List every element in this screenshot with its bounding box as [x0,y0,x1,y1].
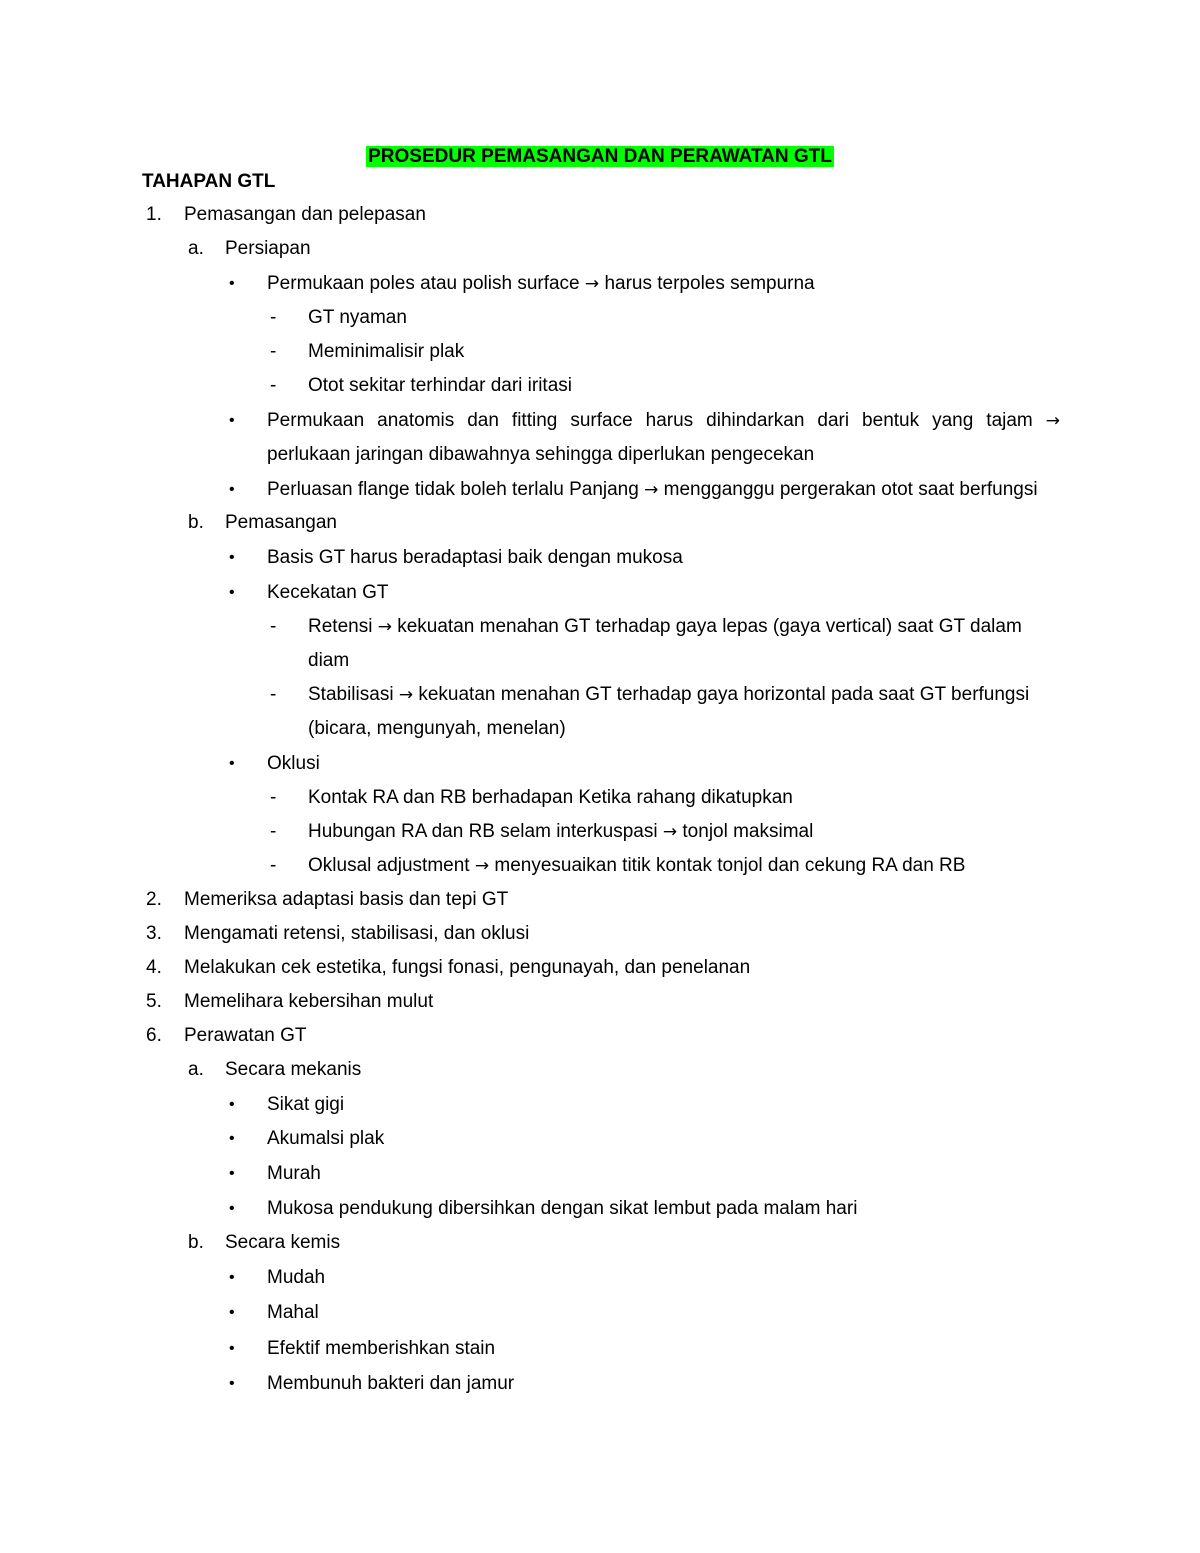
dash-marker: - [270,307,277,328]
bullet-marker: • [229,1269,235,1286]
dash-marker: - [270,855,277,876]
bullet-marker: • [229,1375,235,1392]
section-heading: TAHAPAN GTL [142,171,276,192]
list-item-text: Memelihara kebersihan mulut [184,991,434,1012]
arrow-icon: → [1045,411,1060,431]
list-item-text: Mudah [267,1267,326,1288]
bullet-marker: • [229,481,235,498]
list-item-text: Secara mekanis [225,1059,362,1080]
list-number: a. [188,1059,204,1080]
list-number: 5. [146,991,162,1012]
list-item-text: Mengamati retensi, stabilisasi, dan oklusi [184,923,530,944]
arrow-icon: → [377,617,392,637]
list-item-text: Permukaan poles atau polish surface → harus terpoles sempurna [267,273,815,294]
dash-marker: - [270,787,277,808]
list-item-text: Murah [267,1163,321,1184]
list-item-text: diam [308,650,350,671]
bullet-marker: • [229,1165,235,1182]
list-item-text: Pemasangan [225,512,337,533]
list-item-text: Oklusal adjustment → menyesuaikan titik kontak tonjol dan cekung RA dan RB [308,855,966,876]
dash-marker: - [270,684,277,705]
list-number: b. [188,512,204,533]
arrow-icon: → [398,685,414,705]
title-highlight: PROSEDUR PEMASANGAN DAN PERAWATAN GTL [368,146,832,167]
list-item-text: Sikat gigi [267,1094,345,1115]
bullet-marker: • [229,584,235,601]
list-item-text: Akumalsi plak [267,1128,385,1149]
list-item-text: Kontak RA dan RB berhadapan Ketika rahang dikatupkan [308,787,793,808]
bullet-marker: • [229,1200,235,1217]
bullet-marker: • [229,1096,235,1113]
bullet-marker: • [229,1130,235,1147]
list-number: 3. [146,923,162,944]
arrow-icon: → [662,822,678,842]
list-item-text: Membunuh bakteri dan jamur [267,1373,515,1394]
list-item-text: Secara kemis [225,1232,341,1253]
list-number: b. [188,1232,204,1253]
bullet-marker: • [229,1304,235,1321]
list-item-text: Mukosa pendukung dibersihkan dengan sikat lembut pada malam hari [267,1198,858,1219]
list-item-text: Perawatan GT [184,1025,307,1046]
list-item-text: GT nyaman [308,307,407,328]
list-item-text: Retensi → kekuatan menahan GT terhadap gaya lepas (gaya vertical) saat GT dalam [308,616,1022,637]
list-item-text: Permukaan anatomis dan fitting surface harus dihindarkan dari bentuk yang tajam → [267,410,1060,431]
list-item-text: Kecekatan GT [267,582,389,603]
list-number: 2. [146,889,162,910]
list-number: 1. [146,204,162,225]
list-item-text: Otot sekitar terhindar dari iritasi [308,375,572,396]
document-title [0,145,1200,169]
arrow-icon: → [584,274,600,294]
list-item-text: Stabilisasi → kekuatan menahan GT terhadap gaya horizontal pada saat GT berfungsi [308,684,1030,705]
list-number: a. [188,238,204,259]
list-item-text: Melakukan cek estetika, fungsi fonasi, pengunayah, dan penelanan [184,957,751,978]
list-item-text: perlukaan jaringan dibawahnya sehingga diperlukan pengecekan [267,444,815,465]
bullet-marker: • [229,412,235,429]
dash-marker: - [270,616,277,637]
bullet-marker: • [229,275,235,292]
list-number: 4. [146,957,162,978]
list-item-text: Basis GT harus beradaptasi baik dengan mukosa [267,547,683,568]
dash-marker: - [270,375,277,396]
bullet-marker: • [229,1340,235,1357]
list-item-text: (bicara, mengunyah, menelan) [308,718,566,739]
list-item-text: Mahal [267,1302,319,1323]
bullet-marker: • [229,755,235,772]
list-item-text: Perluasan flange tidak boleh terlalu Panjang → mengganggu pergerakan otot saat berfungsi [267,479,1038,500]
arrow-icon: → [644,480,659,500]
dash-marker: - [270,341,277,362]
bullet-marker: • [229,549,235,566]
list-item-text: Meminimalisir plak [308,341,465,362]
list-item-text: Pemasangan dan pelepasan [184,204,426,225]
list-item-text: Efektif memberishkan stain [267,1338,496,1359]
list-item-text: Memeriksa adaptasi basis dan tepi GT [184,889,509,910]
list-item-text: Oklusi [267,753,320,774]
list-item-text: Hubungan RA dan RB selam interkuspasi → tonjol maksimal [308,821,814,842]
list-item-text: Persiapan [225,238,311,259]
dash-marker: - [270,821,277,842]
arrow-icon: → [474,856,490,876]
list-number: 6. [146,1025,162,1046]
